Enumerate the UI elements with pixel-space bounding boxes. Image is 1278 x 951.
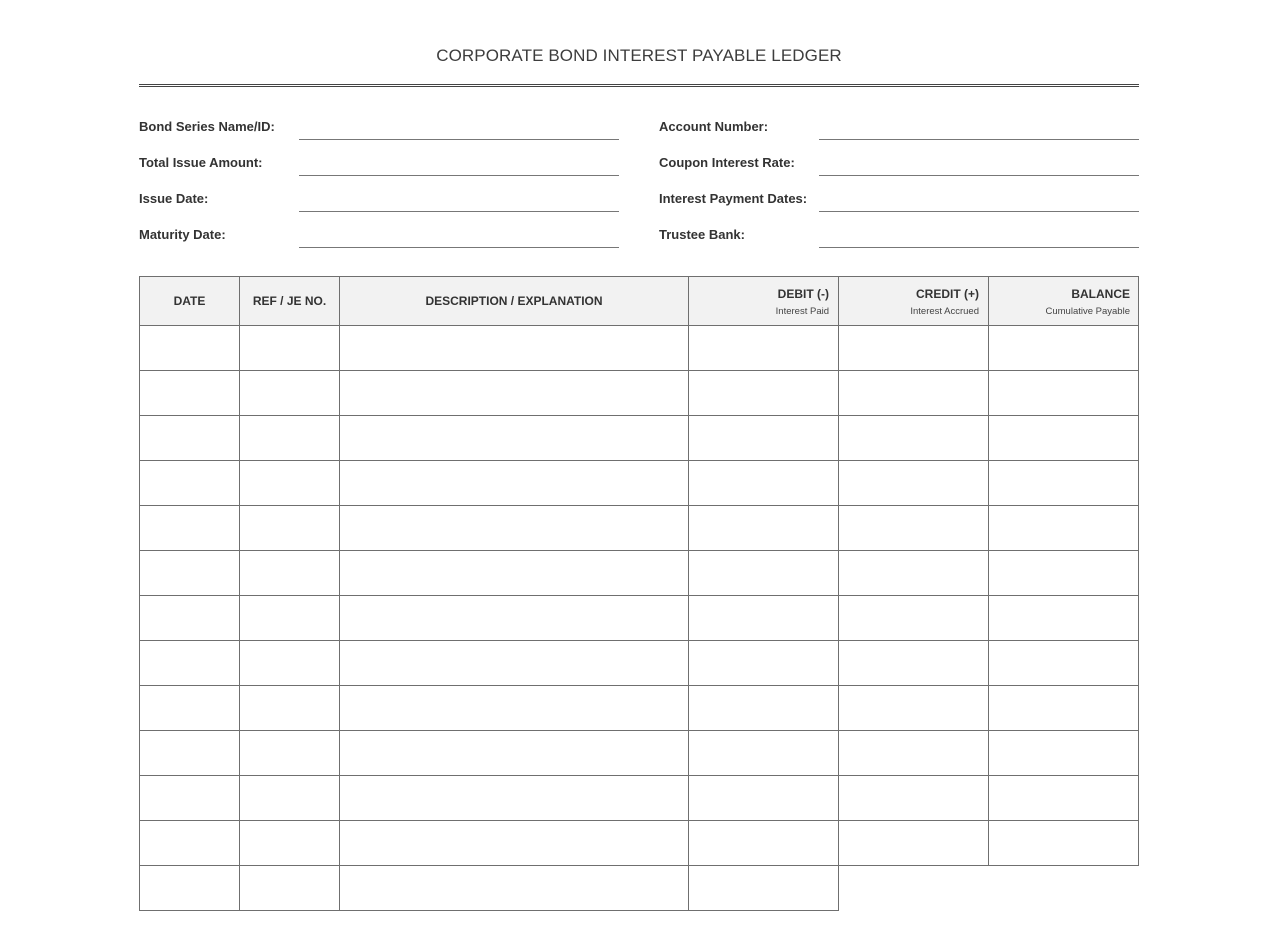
coupon-interest-rate-label: Coupon Interest Rate: bbox=[659, 155, 795, 170]
ledger-cell-balance[interactable] bbox=[988, 505, 1139, 551]
ledger-cell-credit[interactable] bbox=[838, 820, 989, 866]
ledger-cell-balance[interactable] bbox=[988, 595, 1139, 641]
ledger-cell-description[interactable] bbox=[339, 370, 689, 416]
issue-date-field bbox=[139, 186, 619, 214]
ledger-cell-credit[interactable] bbox=[838, 460, 989, 506]
ledger-cell-date[interactable] bbox=[139, 370, 240, 416]
issue-date-label: Issue Date: bbox=[139, 191, 209, 206]
ledger-cell-description[interactable] bbox=[339, 550, 689, 596]
ledger-cell-description[interactable] bbox=[339, 865, 689, 911]
ledger-cell-balance[interactable] bbox=[988, 550, 1139, 596]
account-number-input[interactable] bbox=[819, 114, 1139, 140]
ledger-cell-credit[interactable] bbox=[838, 415, 989, 461]
ledger-cell-balance[interactable] bbox=[988, 820, 1139, 866]
column-header-debit-label: DEBIT (-) bbox=[777, 287, 829, 301]
ledger-cell-credit[interactable] bbox=[838, 505, 989, 551]
ledger-cell-balance[interactable] bbox=[988, 775, 1139, 821]
ledger-cell-debit[interactable] bbox=[688, 640, 839, 686]
ledger-cell-description[interactable] bbox=[339, 730, 689, 776]
ledger-cell-description[interactable] bbox=[339, 505, 689, 551]
ledger-cell-description[interactable] bbox=[339, 595, 689, 641]
ledger-cell-debit[interactable] bbox=[688, 730, 839, 776]
maturity-date-field bbox=[139, 222, 619, 250]
column-header-balance-label: BALANCE bbox=[1071, 287, 1130, 301]
trustee-bank-input[interactable] bbox=[819, 222, 1139, 248]
ledger-cell-debit[interactable] bbox=[688, 685, 839, 731]
ledger-cell-date[interactable] bbox=[139, 415, 240, 461]
trustee-bank-label: Trustee Bank: bbox=[659, 227, 745, 242]
ledger-cell-balance[interactable] bbox=[988, 640, 1139, 686]
issue-date-input[interactable] bbox=[299, 186, 619, 212]
ledger-header-row bbox=[139, 276, 1139, 326]
ledger-cell-date[interactable] bbox=[139, 865, 240, 911]
account-number-label: Account Number: bbox=[659, 119, 769, 134]
ledger-cell-balance[interactable] bbox=[988, 685, 1139, 731]
account-number-field bbox=[659, 114, 1139, 142]
ledger-cell-ref-je-no[interactable] bbox=[239, 640, 340, 686]
ledger-cell-ref-je-no[interactable] bbox=[239, 685, 340, 731]
column-header-balance bbox=[989, 277, 1139, 325]
ledger-cell-balance[interactable] bbox=[988, 325, 1139, 371]
ledger-cell-credit[interactable] bbox=[838, 370, 989, 416]
ledger-cell-ref-je-no[interactable] bbox=[239, 325, 340, 371]
ledger-cell-description[interactable] bbox=[339, 820, 689, 866]
ledger-cell-ref-je-no[interactable] bbox=[239, 775, 340, 821]
column-header-credit-subtitle: Interest Accrued bbox=[910, 306, 979, 317]
ledger-cell-debit[interactable] bbox=[688, 550, 839, 596]
ledger-cell-date[interactable] bbox=[139, 595, 240, 641]
ledger-cell-credit[interactable] bbox=[838, 775, 989, 821]
ledger-cell-description[interactable] bbox=[339, 415, 689, 461]
ledger-cell-debit[interactable] bbox=[688, 820, 839, 866]
ledger-cell-description[interactable] bbox=[339, 685, 689, 731]
ledger-cell-ref-je-no[interactable] bbox=[239, 370, 340, 416]
ledger-cell-ref-je-no[interactable] bbox=[239, 550, 340, 596]
total-issue-amount-input[interactable] bbox=[299, 150, 619, 176]
interest-payment-dates-field bbox=[659, 186, 1139, 214]
ledger-cell-ref-je-no[interactable] bbox=[239, 595, 340, 641]
bond-series-name-id-label: Bond Series Name/ID: bbox=[139, 119, 275, 134]
trustee-bank-field bbox=[659, 222, 1139, 250]
bond-series-name-id-field bbox=[139, 114, 619, 142]
ledger-cell-debit[interactable] bbox=[688, 595, 839, 641]
column-header-balance-subtitle: Cumulative Payable bbox=[1045, 306, 1130, 317]
bond-series-name-id-input[interactable] bbox=[299, 114, 619, 140]
ledger-cell-credit[interactable] bbox=[838, 550, 989, 596]
ledger-cell-date[interactable] bbox=[139, 505, 240, 551]
total-issue-amount-label: Total Issue Amount: bbox=[139, 155, 263, 170]
ledger-cell-date[interactable] bbox=[139, 550, 240, 596]
coupon-interest-rate-input[interactable] bbox=[819, 150, 1139, 176]
maturity-date-input[interactable] bbox=[299, 222, 619, 248]
ledger-cell-description[interactable] bbox=[339, 460, 689, 506]
ledger-cell-ref-je-no[interactable] bbox=[239, 415, 340, 461]
ledger-cell-date[interactable] bbox=[139, 325, 240, 371]
ledger-cell-credit[interactable] bbox=[838, 325, 989, 371]
ledger-cell-ref-je-no[interactable] bbox=[239, 505, 340, 551]
page-title: CORPORATE BOND INTEREST PAYABLE LEDGER bbox=[436, 46, 842, 65]
ledger-cell-credit[interactable] bbox=[838, 595, 989, 641]
ledger-cell-date[interactable] bbox=[139, 685, 240, 731]
ledger-cell-debit[interactable] bbox=[688, 775, 839, 821]
maturity-date-label: Maturity Date: bbox=[139, 227, 226, 242]
ledger-cell-date[interactable] bbox=[139, 460, 240, 506]
ledger-cell-description[interactable] bbox=[339, 325, 689, 371]
ledger-cell-debit[interactable] bbox=[688, 505, 839, 551]
coupon-interest-rate-field bbox=[659, 150, 1139, 178]
interest-payment-dates-input[interactable] bbox=[819, 186, 1139, 212]
ledger-cell-balance[interactable] bbox=[988, 460, 1139, 506]
ledger-cell-credit[interactable] bbox=[838, 685, 989, 731]
ledger-cell-ref-je-no[interactable] bbox=[239, 865, 340, 911]
column-header-date-label: DATE bbox=[173, 294, 206, 308]
ledger-cell-ref-je-no[interactable] bbox=[239, 820, 340, 866]
ledger-cell-date[interactable] bbox=[139, 775, 240, 821]
ledger-cell-credit[interactable] bbox=[838, 730, 989, 776]
ledger-cell-ref-je-no[interactable] bbox=[239, 730, 340, 776]
ledger-cell-date[interactable] bbox=[139, 730, 240, 776]
ledger-cell-debit[interactable] bbox=[688, 460, 839, 506]
ledger-cell-debit[interactable] bbox=[688, 370, 839, 416]
column-header-description bbox=[340, 277, 689, 325]
ledger-cell-description[interactable] bbox=[339, 775, 689, 821]
ledger-cell-debit[interactable] bbox=[688, 865, 839, 911]
column-header-description-label: DESCRIPTION / EXPLANATION bbox=[425, 294, 603, 308]
ledger-cell-date[interactable] bbox=[139, 640, 240, 686]
column-header-ref-je-no-label: REF / JE NO. bbox=[252, 294, 327, 308]
column-header-credit-label: CREDIT (+) bbox=[916, 287, 979, 301]
title-double-rule bbox=[139, 84, 1139, 87]
column-header-ref-je-no bbox=[240, 277, 340, 325]
column-header-date bbox=[140, 277, 240, 325]
ledger-cell-description[interactable] bbox=[339, 640, 689, 686]
column-header-debit bbox=[689, 277, 839, 325]
ledger-cell-date[interactable] bbox=[139, 820, 240, 866]
column-header-credit bbox=[839, 277, 989, 325]
total-issue-amount-field bbox=[139, 150, 619, 178]
ledger-cell-ref-je-no[interactable] bbox=[239, 460, 340, 506]
column-header-debit-subtitle: Interest Paid bbox=[775, 306, 829, 317]
ledger-cell-credit[interactable] bbox=[838, 640, 989, 686]
interest-payment-dates-label: Interest Payment Dates: bbox=[659, 191, 808, 206]
ledger-cell-balance[interactable] bbox=[988, 730, 1139, 776]
ledger-cell-balance[interactable] bbox=[988, 370, 1139, 416]
ledger-cell-debit[interactable] bbox=[688, 415, 839, 461]
ledger-cell-balance[interactable] bbox=[988, 415, 1139, 461]
ledger-cell-debit[interactable] bbox=[688, 325, 839, 371]
